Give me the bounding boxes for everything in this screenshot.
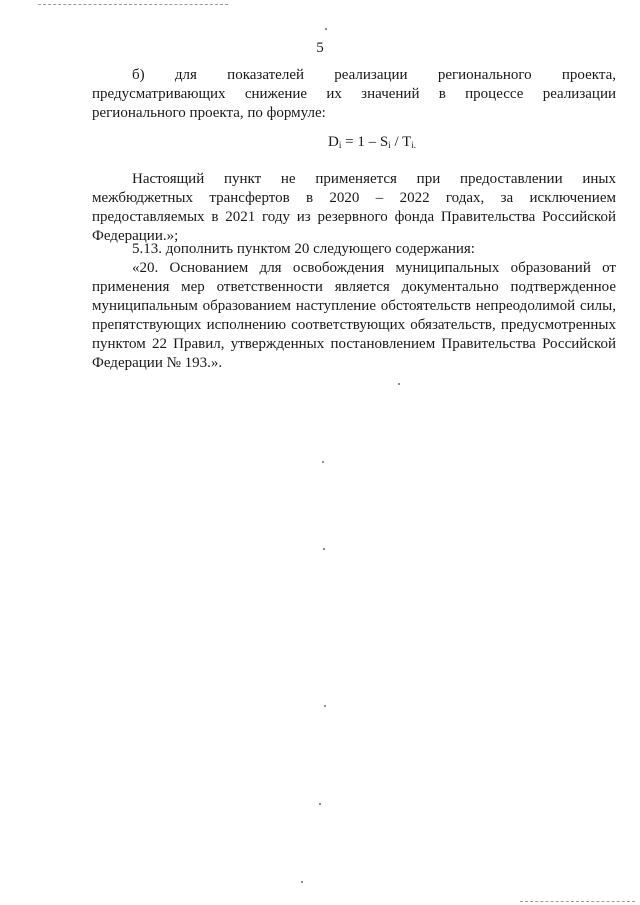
scan-speck — [325, 28, 327, 30]
scan-speck — [301, 881, 303, 883]
scan-speck — [319, 803, 321, 805]
page-number: 5 — [316, 40, 324, 56]
paragraph-item-5-13: 5.13. дополнить пунктом 20 следующего содержания: — [132, 241, 475, 257]
formula-lhs-subscript: i — [338, 140, 342, 150]
scan-speck — [398, 383, 400, 385]
paragraph-clause-not-applied: Настоящий пункт не применяется при предоставлении иных межбюджетных трансфертов в 2020 – 2022 годах, за исключением предоставляемых в 2021 году из резервного фонда Правительства Российской Федерации.»; — [92, 171, 616, 244]
scan-edge-top — [38, 4, 228, 5]
paragraph-item-20: «20. Основанием для освобождения муниципальных образований от применения мер ответственности является документально подтвержденное муниципальным образованием наступление обстоятельств непреодолимой силы, препятствующих исполнению соответствующих обязательств, предусмотренных пунктом 22 Правил, утвержденных постановлением Правительства Российской Федерации № 193.». — [92, 260, 616, 371]
formula-middle: = 1 – S — [341, 134, 389, 150]
formula-lhs: D — [328, 134, 339, 150]
paragraph-item-b: б) для показателей реализации регионального проекта, предусматривающих снижение их значений в процессе реализации регионального проекта, по формуле: — [92, 67, 616, 121]
formula-t-subscript: i. — [411, 140, 417, 150]
scan-speck — [324, 705, 326, 707]
formula-s-subscript: i — [388, 140, 391, 150]
scan-edge-bottom — [520, 901, 635, 902]
scan-speck — [322, 461, 324, 463]
formula — [328, 134, 416, 151]
formula-slash: / T — [390, 134, 412, 150]
scan-speck — [323, 548, 325, 550]
